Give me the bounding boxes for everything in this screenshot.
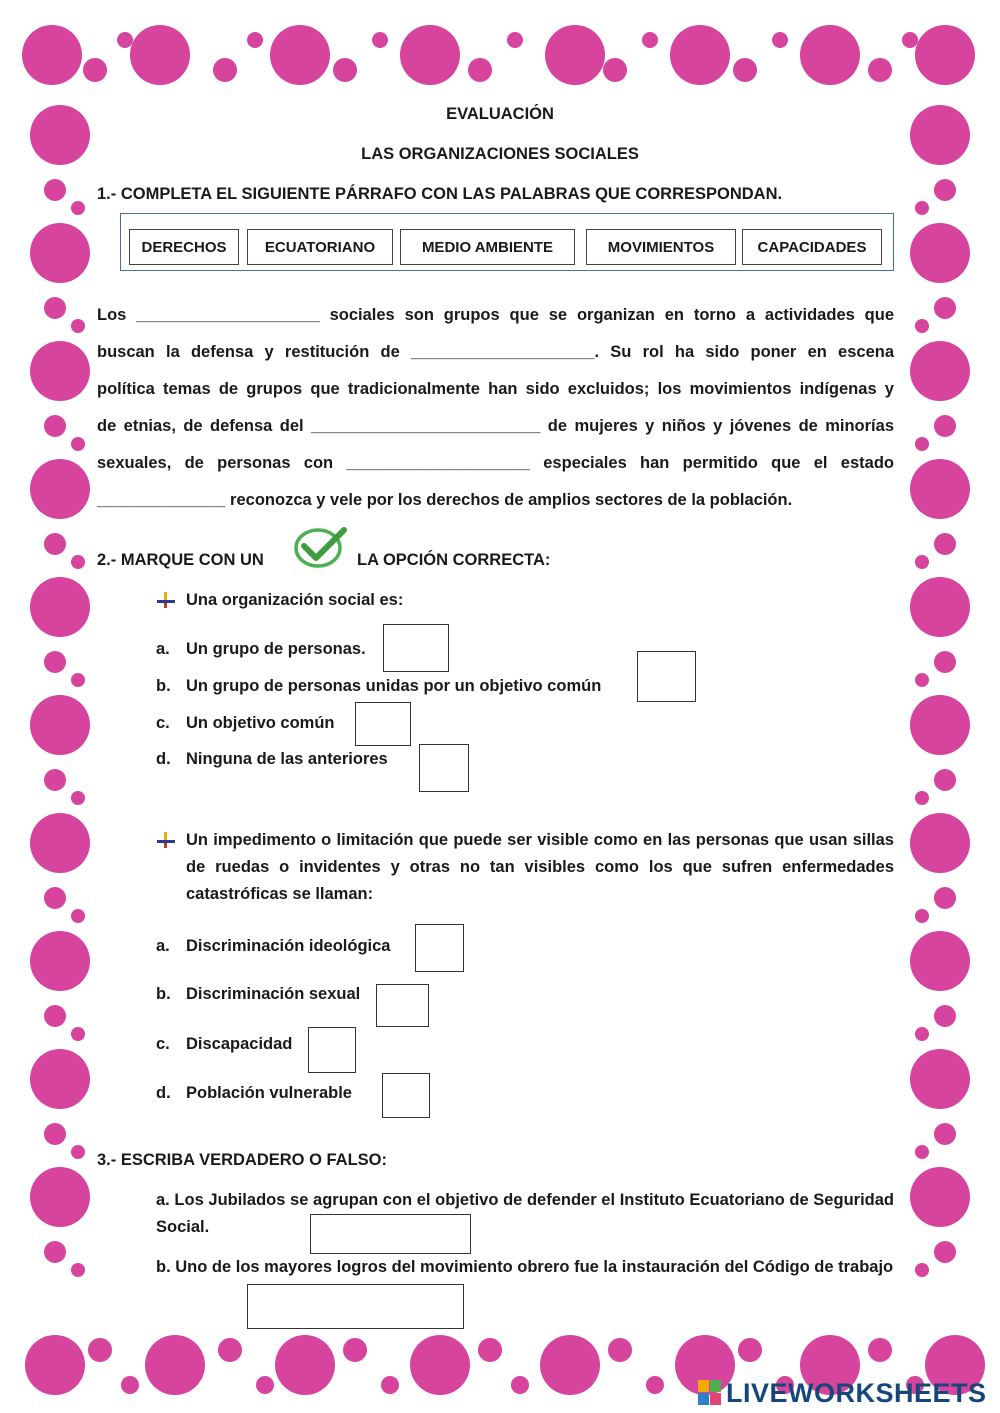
border-dot	[934, 1123, 956, 1145]
word-bank-item[interactable]: ECUATORIANO	[247, 229, 393, 265]
border-dot	[670, 25, 730, 85]
option-letter: d.	[156, 750, 171, 768]
border-dot	[71, 555, 85, 569]
cross-bullet-icon	[157, 592, 175, 608]
border-dot	[71, 201, 85, 215]
border-dot	[915, 1145, 929, 1159]
paragraph-line[interactable]: de etnias, de defensa del _________________________ de mujeres y niños y jóvenes de minorías	[97, 417, 894, 435]
border-dot	[25, 1335, 85, 1395]
answer-checkbox[interactable]	[308, 1027, 356, 1073]
option-text: Población vulnerable	[186, 1084, 352, 1102]
logo-text: LIVEWORKSHEETS	[726, 1377, 987, 1408]
border-dot	[71, 437, 85, 451]
word-bank-item[interactable]: MEDIO AMBIENTE	[400, 229, 575, 265]
border-dot	[44, 1241, 66, 1263]
answer-checkbox[interactable]	[419, 744, 469, 792]
q2-part2-question: Un impedimento o limitación que puede ser visible como en las personas que usan sillas de ruedas o invidentes y otras no tan visibles como los que sufren enfermedades catastróficas se llaman:	[186, 831, 894, 903]
word-bank-item[interactable]: MOVIMIENTOS	[586, 229, 736, 265]
option-letter: a.	[156, 640, 170, 658]
option-text: Discriminación ideológica	[186, 937, 391, 955]
border-dot	[915, 201, 929, 215]
border-dot	[468, 58, 492, 82]
border-dot	[910, 223, 970, 283]
word-bank-item[interactable]: CAPACIDADES	[742, 229, 882, 265]
border-dot	[934, 769, 956, 791]
q3-statement: a. Los Jubilados se agrupan con el objetivo de defender el Instituto Ecuatoriano de Seguridad Social.	[156, 1191, 894, 1236]
border-dot	[44, 415, 66, 437]
border-dot	[30, 1049, 90, 1109]
border-dot	[30, 577, 90, 637]
paragraph-line[interactable]: sexuales, de personas con ____________________ especiales han permitido que el estado	[97, 454, 894, 472]
option-text: Un objetivo común	[186, 714, 335, 732]
border-dot	[44, 179, 66, 201]
q1-heading: 1.- COMPLETA EL SIGUIENTE PÁRRAFO CON LAS PALABRAS QUE CORRESPONDAN.	[97, 185, 783, 203]
option-letter: a.	[156, 937, 170, 955]
border-dot	[478, 1338, 502, 1362]
option-letter: c.	[156, 1035, 170, 1053]
border-dot	[44, 533, 66, 555]
border-dot	[934, 179, 956, 201]
border-dot	[71, 1145, 85, 1159]
border-dot	[915, 319, 929, 333]
border-dot	[915, 909, 929, 923]
border-dot	[868, 58, 892, 82]
border-dot	[30, 931, 90, 991]
border-dot	[800, 25, 860, 85]
border-dot	[915, 1263, 929, 1277]
border-dot	[44, 887, 66, 909]
q2-part1-question: Una organización social es:	[186, 591, 404, 609]
border-dot	[733, 58, 757, 82]
border-dot	[83, 58, 107, 82]
border-dot	[772, 32, 788, 48]
border-dot	[608, 1338, 632, 1362]
border-dot	[646, 1376, 664, 1394]
border-dot	[30, 813, 90, 873]
border-dot	[71, 1027, 85, 1041]
border-dot	[30, 223, 90, 283]
option-text: Discapacidad	[186, 1035, 293, 1053]
border-dot	[915, 25, 975, 85]
border-dot	[915, 791, 929, 805]
border-dot	[275, 1335, 335, 1395]
checkmark-icon	[292, 524, 348, 568]
border-dot	[30, 695, 90, 755]
answer-checkbox[interactable]	[355, 702, 411, 746]
border-dot	[270, 25, 330, 85]
border-dot	[22, 25, 82, 85]
border-dot	[915, 673, 929, 687]
border-dot	[910, 577, 970, 637]
answer-checkbox[interactable]	[376, 984, 429, 1027]
border-dot	[71, 319, 85, 333]
border-dot	[934, 1241, 956, 1263]
border-dot	[910, 931, 970, 991]
border-dot	[540, 1335, 600, 1395]
border-dot	[117, 32, 133, 48]
true-false-answer-field[interactable]	[247, 1284, 464, 1329]
option-text: Un grupo de personas.	[186, 640, 366, 658]
border-dot	[372, 32, 388, 48]
border-dot	[44, 297, 66, 319]
border-dot	[400, 25, 460, 85]
paragraph-line[interactable]: ______________ reconozca y vele por los derechos de amplios sectores de la población.	[97, 491, 793, 509]
border-dot	[71, 791, 85, 805]
border-dot	[915, 437, 929, 451]
border-dot	[213, 58, 237, 82]
border-dot	[910, 1049, 970, 1109]
border-dot	[934, 1005, 956, 1027]
border-dot	[934, 533, 956, 555]
paragraph-line[interactable]: buscan la defensa y restitución de ____________________. Su rol ha sido poner en escena	[97, 343, 894, 361]
border-dot	[71, 1263, 85, 1277]
border-dot	[71, 909, 85, 923]
option-letter: b.	[156, 985, 171, 1003]
border-dot	[30, 341, 90, 401]
border-dot	[902, 32, 918, 48]
border-dot	[934, 297, 956, 319]
border-dot	[333, 58, 357, 82]
border-dot	[910, 1167, 970, 1227]
q2-heading-end: LA OPCIÓN CORRECTA:	[357, 551, 551, 569]
liveworksheets-logo	[698, 1378, 987, 1408]
paragraph-line[interactable]: Los ____________________ sociales son grupos que se organizan en torno a actividades que	[97, 306, 894, 324]
cross-bullet-icon	[157, 832, 175, 848]
border-dot	[642, 32, 658, 48]
border-dot	[30, 1167, 90, 1227]
border-dot	[910, 459, 970, 519]
border-dot	[545, 25, 605, 85]
border-dot	[218, 1338, 242, 1362]
q3-heading: 3.- ESCRIBA VERDADERO O FALSO:	[97, 1151, 387, 1169]
q2-heading-start: 2.- MARQUE CON UN	[97, 551, 264, 569]
page-title: EVALUACIÓN	[446, 105, 554, 123]
border-dot	[910, 695, 970, 755]
answer-checkbox[interactable]	[383, 624, 449, 672]
border-dot	[910, 813, 970, 873]
border-dot	[934, 651, 956, 673]
border-dot	[910, 341, 970, 401]
border-dot	[603, 58, 627, 82]
border-dot	[934, 887, 956, 909]
answer-checkbox[interactable]	[637, 651, 696, 702]
border-dot	[915, 1027, 929, 1041]
true-false-answer-field[interactable]	[310, 1214, 471, 1254]
border-dot	[88, 1338, 112, 1362]
option-letter: d.	[156, 1084, 171, 1102]
border-dot	[868, 1338, 892, 1362]
paragraph-line: política temas de grupos que tradicionalmente han sido excluidos; los movimientos indígenas y	[97, 380, 894, 398]
border-dot	[381, 1376, 399, 1394]
border-dot	[738, 1338, 762, 1362]
word-bank-item[interactable]: DERECHOS	[129, 229, 239, 265]
border-dot	[44, 1123, 66, 1145]
border-dot	[410, 1335, 470, 1395]
border-dot	[343, 1338, 367, 1362]
border-dot	[121, 1376, 139, 1394]
border-dot	[511, 1376, 529, 1394]
option-letter: b.	[156, 677, 171, 695]
border-dot	[915, 555, 929, 569]
option-text: Discriminación sexual	[186, 985, 361, 1003]
page-subtitle: LAS ORGANIZACIONES SOCIALES	[361, 145, 639, 163]
border-dot	[30, 459, 90, 519]
option-letter: c.	[156, 714, 170, 732]
option-text: Ninguna de las anteriores	[186, 750, 388, 768]
border-dot	[934, 415, 956, 437]
option-text: Un grupo de personas unidas por un objetivo común	[186, 677, 602, 695]
border-dot	[44, 651, 66, 673]
border-dot	[507, 32, 523, 48]
answer-checkbox[interactable]	[382, 1073, 430, 1118]
border-dot	[71, 673, 85, 687]
border-dot	[145, 1335, 205, 1395]
answer-checkbox[interactable]	[415, 924, 464, 972]
border-dot	[130, 25, 190, 85]
border-dot	[44, 1005, 66, 1027]
liveworksheets-logo-icon	[698, 1380, 722, 1406]
fill-in-paragraph	[97, 297, 894, 519]
border-dot	[44, 769, 66, 791]
border-dot	[247, 32, 263, 48]
border-dot	[256, 1376, 274, 1394]
q3-statement: b. Uno de los mayores logros del movimiento obrero fue la instauración del Código de trabajo	[156, 1258, 894, 1276]
